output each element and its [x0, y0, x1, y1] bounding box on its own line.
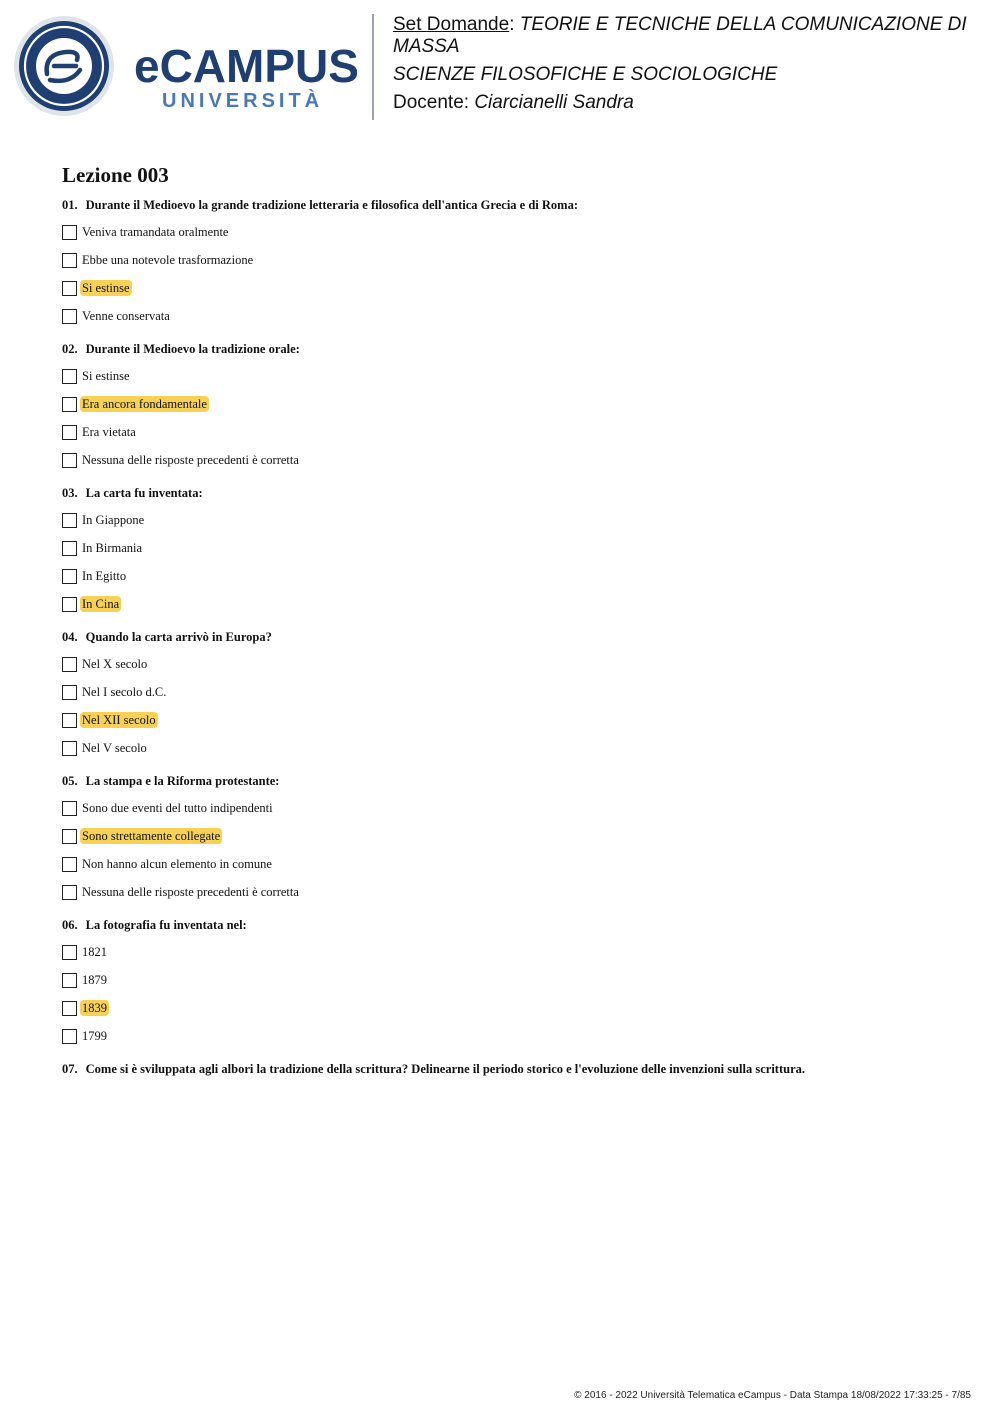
answer-option[interactable] — [62, 739, 962, 757]
set-separator: : — [509, 14, 520, 35]
question — [62, 1061, 962, 1077]
answer-checkbox[interactable] — [62, 973, 77, 988]
question-prompt: Durante il Medioevo la grande tradizione letteraria e filosofica dell'antica Grecia e di Roma: — [85, 198, 578, 212]
answer-checkbox[interactable] — [62, 685, 77, 700]
answer-option[interactable] — [62, 395, 962, 413]
question-text — [62, 1061, 962, 1077]
answer-checkbox[interactable] — [62, 309, 77, 324]
answer-label: Si estinse — [82, 369, 130, 383]
answer-option[interactable] — [62, 971, 962, 989]
answer-option[interactable] — [62, 799, 962, 817]
answer-option[interactable] — [62, 423, 962, 441]
question — [62, 485, 962, 613]
set-label: Set Domande — [393, 14, 510, 35]
answer-label: Nessuna delle risposte precedenti è corretta — [82, 453, 299, 467]
question-text — [62, 485, 962, 501]
answer-checkbox[interactable] — [62, 453, 77, 468]
answer-label: Era vietata — [82, 425, 136, 439]
answer-label: Nel V secolo — [82, 741, 147, 755]
question-text — [62, 197, 962, 213]
correct-answer-label: 1839 — [82, 1001, 107, 1015]
question-number: 04. — [62, 630, 78, 644]
question-number: 05. — [62, 774, 78, 788]
answer-checkbox[interactable] — [62, 369, 77, 384]
answer-checkbox[interactable] — [62, 281, 77, 296]
question-text — [62, 341, 962, 357]
answer-label: Nel X secolo — [82, 657, 148, 671]
answer-label: Ebbe una notevole trasformazione — [82, 253, 254, 267]
answer-label: Sono due eventi del tutto indipendenti — [82, 801, 273, 815]
answer-option[interactable] — [62, 855, 962, 873]
course-header — [393, 14, 983, 114]
answer-checkbox[interactable] — [62, 569, 77, 584]
answer-option[interactable] — [62, 539, 962, 557]
question-prompt: Durante il Medioevo la tradizione orale: — [85, 342, 300, 356]
answer-checkbox[interactable] — [62, 513, 77, 528]
teacher-label: Docente: — [393, 92, 475, 113]
answer-checkbox[interactable] — [62, 713, 77, 728]
logo-wordmark: eCAMPUS — [134, 40, 359, 92]
correct-answer-label: Sono strettamente collegate — [82, 829, 221, 843]
logo-subtext: UNIVERSITÀ — [162, 90, 324, 112]
correct-answer-label: Era ancora fondamentale — [82, 397, 207, 411]
header-divider — [372, 14, 374, 120]
answer-option[interactable] — [62, 251, 962, 269]
question-prompt: La fotografia fu inventata nel: — [85, 918, 247, 932]
ecampus-logo — [14, 14, 359, 118]
teacher-line — [393, 92, 983, 114]
answer-option[interactable] — [62, 883, 962, 901]
answer-checkbox[interactable] — [62, 657, 77, 672]
page-footer: © 2016 - 2022 Università Telematica eCampus - Data Stampa 18/08/2022 17:33:25 - 7/85 — [574, 1390, 971, 1401]
answer-checkbox[interactable] — [62, 253, 77, 268]
answer-option[interactable] — [62, 655, 962, 673]
teacher-name: Ciarcianelli Sandra — [474, 92, 634, 113]
answer-option[interactable] — [62, 367, 962, 385]
question-prompt: Come si è sviluppata agli albori la tradizione della scrittura? Delinearne il periodo storico e l'evoluzione delle invenzioni sulla scrittura. — [85, 1062, 806, 1076]
answer-checkbox[interactable] — [62, 1029, 77, 1044]
answer-label: Nessuna delle risposte precedenti è corretta — [82, 885, 299, 899]
answer-label: Non hanno alcun elemento in comune — [82, 857, 272, 871]
question-number: 07. — [62, 1062, 78, 1076]
answer-checkbox[interactable] — [62, 541, 77, 556]
question-number: 02. — [62, 342, 78, 356]
answer-checkbox[interactable] — [62, 1001, 77, 1016]
correct-answer-label: Nel XII secolo — [82, 713, 156, 727]
question-number: 06. — [62, 918, 78, 932]
answer-option[interactable] — [62, 307, 962, 325]
answer-option[interactable] — [62, 711, 962, 729]
question-list — [62, 197, 962, 1077]
answer-option[interactable] — [62, 999, 962, 1017]
answer-option[interactable] — [62, 1027, 962, 1045]
answer-checkbox[interactable] — [62, 857, 77, 872]
question — [62, 773, 962, 901]
question-text — [62, 917, 962, 933]
answer-option[interactable] — [62, 827, 962, 845]
answer-label: 1799 — [82, 1029, 107, 1043]
answer-checkbox[interactable] — [62, 801, 77, 816]
answer-option[interactable] — [62, 595, 962, 613]
answer-option[interactable] — [62, 943, 962, 961]
question-text — [62, 629, 962, 645]
question-prompt: La carta fu inventata: — [85, 486, 203, 500]
answer-label: 1879 — [82, 973, 107, 987]
answer-option[interactable] — [62, 567, 962, 585]
question — [62, 341, 962, 469]
answer-checkbox[interactable] — [62, 425, 77, 440]
answer-label: In Birmania — [82, 541, 143, 555]
answer-checkbox[interactable] — [62, 945, 77, 960]
question — [62, 917, 962, 1045]
lesson-title: Lezione 003 — [62, 163, 169, 187]
answer-label: In Giappone — [82, 513, 145, 527]
answer-option[interactable] — [62, 683, 962, 701]
question-number: 03. — [62, 486, 78, 500]
question-text — [62, 773, 962, 789]
answer-option[interactable] — [62, 223, 962, 241]
course-title-line — [393, 14, 983, 58]
answer-option[interactable] — [62, 511, 962, 529]
ecampus-seal-icon — [14, 16, 114, 116]
answer-option[interactable] — [62, 279, 962, 297]
faculty-name: SCIENZE FILOSOFICHE E SOCIOLOGICHE — [393, 64, 778, 85]
correct-answer-label: In Cina — [82, 597, 120, 611]
answer-checkbox[interactable] — [62, 829, 77, 844]
answer-label: 1821 — [82, 945, 107, 959]
question — [62, 197, 962, 325]
answer-checkbox[interactable] — [62, 397, 77, 412]
question-number: 01. — [62, 198, 78, 212]
answer-checkbox[interactable] — [62, 597, 77, 612]
question-prompt: La stampa e la Riforma protestante: — [85, 774, 280, 788]
lesson-content — [62, 162, 962, 1093]
answer-label: In Egitto — [82, 569, 127, 583]
answer-label: Veniva tramandata oralmente — [82, 225, 229, 239]
answer-option[interactable] — [62, 451, 962, 469]
correct-answer-label: Si estinse — [82, 281, 130, 295]
question-prompt: Quando la carta arrivò in Europa? — [85, 630, 272, 644]
answer-checkbox[interactable] — [62, 741, 77, 756]
answer-label: Venne conservata — [82, 309, 170, 323]
answer-checkbox[interactable] — [62, 885, 77, 900]
answer-label: Nel I secolo d.C. — [82, 685, 167, 699]
answer-checkbox[interactable] — [62, 225, 77, 240]
question — [62, 629, 962, 757]
course-title: TEORIE E TECNICHE DELLA COMUNICAZIONE DI MASSA — [393, 14, 967, 57]
